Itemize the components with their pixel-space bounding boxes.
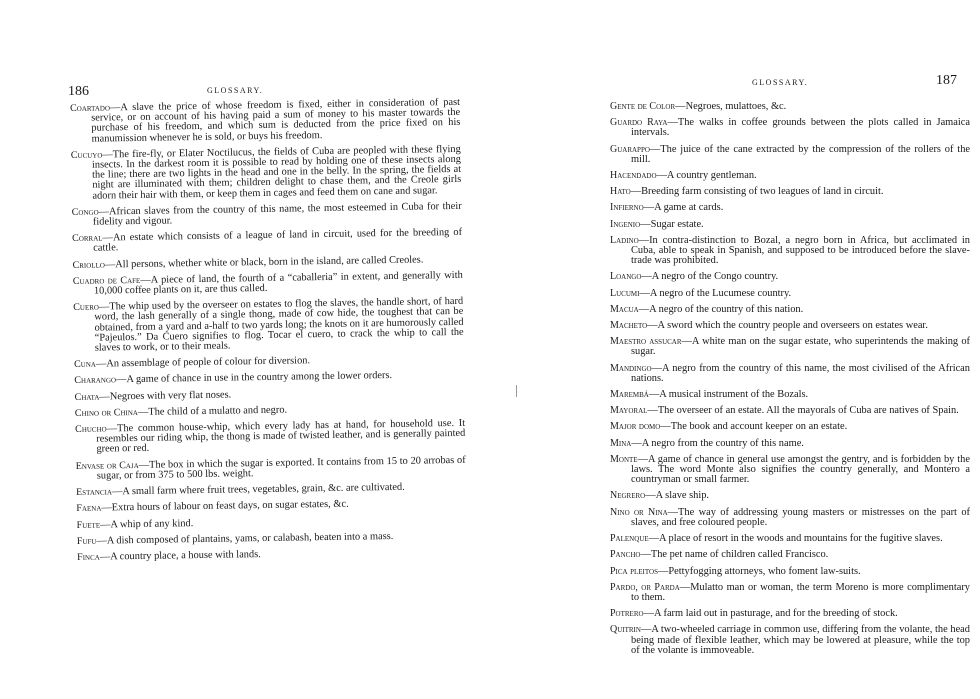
- entry-headword: Pancho: [610, 549, 641, 561]
- entry-headword: Envase or Caja: [75, 459, 139, 472]
- glossary-entry: [76, 498, 466, 514]
- glossary-entry: [610, 289, 970, 299]
- entry-definition: —The way of addressing young masters or mistresses on the part of slaves, and free coloured people.: [631, 506, 970, 528]
- entry-definition: —A negro from the country of this name.: [631, 437, 804, 449]
- glossary-entry: [73, 271, 463, 298]
- left-running-head: GLOSSARY.: [207, 86, 264, 95]
- glossary-entry: [610, 187, 970, 197]
- entry-headword: Corral: [72, 232, 103, 245]
- glossary-entry: [76, 456, 466, 483]
- entry-definition: —The juice of the cane extracted by the compression of the rollers of the mill.: [631, 143, 970, 165]
- entry-headword: Chata: [74, 391, 100, 403]
- entry-headword: Mayoral: [610, 405, 648, 417]
- entry-definition: —An estate which consists of a league of land in circuit, used for the breeding of cattle.: [93, 227, 463, 255]
- entry-headword: Ladino: [610, 234, 639, 246]
- entry-headword: Pica pleitos: [610, 565, 658, 577]
- glossary-entry: [73, 297, 464, 354]
- entry-headword: Monte: [610, 453, 638, 465]
- glossary-entry: [610, 272, 970, 282]
- entry-definition: —A game at cards.: [643, 202, 724, 214]
- glossary-entry: [77, 514, 467, 530]
- entry-definition: —A dish composed of plantains, yams, or calabash, beaten into a mass.: [96, 530, 394, 547]
- glossary-entry: [610, 406, 970, 416]
- glossary-entry: [610, 305, 970, 315]
- entry-headword: Gente de Color: [610, 101, 676, 112]
- left-page-number: 186: [68, 84, 89, 99]
- entry-headword: Charango: [74, 374, 117, 387]
- entry-headword: Fuete: [76, 519, 101, 531]
- entry-definition: —A negro of the Congo country.: [641, 271, 779, 283]
- entry-definition: —Pettyfogging attorneys, who foment law-suits.: [658, 565, 861, 577]
- glossary-entry: [610, 203, 970, 213]
- entry-definition: —The common house-whip, which every lady has at hand, for household use. It resembles our riding whip, the thong is made of twisted leather, and is generally painted green or red.: [96, 417, 466, 456]
- glossary-entry: [610, 145, 970, 165]
- entry-headword: Faena: [76, 502, 102, 515]
- entry-definition: —A game of chance in use in the country among the lower orders.: [115, 370, 393, 386]
- entry-definition: —A negro of the country of this nation.: [638, 303, 804, 315]
- glossary-entry: [610, 491, 970, 501]
- entry-definition: —A whip of any kind.: [99, 517, 194, 531]
- entry-headword: Lucumi: [610, 287, 640, 299]
- entry-definition: —A piece of land, the fourth of a “caballeria” in extent, and generally with 10,000 coffee plants on it, are thus called.: [93, 269, 463, 297]
- entry-headword: Mina: [610, 437, 632, 449]
- entry-headword: Pardo, or Parda: [610, 581, 680, 593]
- entry-definition: —Negroes with very flat noses.: [99, 389, 232, 403]
- entry-definition: —A negro from the country of this name, the most civilised of the African nations.: [631, 362, 970, 384]
- left-glossary-entries: [70, 98, 467, 569]
- entry-headword: Guardo Raya: [610, 117, 668, 129]
- right-page-number: 187: [936, 73, 957, 88]
- entry-headword: Macheto: [610, 320, 648, 332]
- entry-headword: Quitrin: [610, 624, 641, 636]
- entry-headword: Marembá: [610, 389, 649, 401]
- glossary-entry: [610, 567, 970, 577]
- entry-definition: —A small farm where fruit trees, vegetables, grain, &c. are cultivated.: [111, 481, 405, 498]
- glossary-entry: [610, 364, 970, 384]
- entry-headword: Guarappo: [610, 143, 650, 155]
- entry-definition: —Breeding farm consisting of two leagues of land in circuit.: [630, 186, 884, 198]
- glossary-entry: [610, 550, 970, 560]
- glossary-entry: [610, 321, 970, 331]
- glossary-entry: [75, 403, 465, 419]
- entry-headword: Negrero: [610, 490, 646, 502]
- entry-definition: —The overseer of an estate. All the mayorals of Cuba are natives of Spain.: [647, 405, 959, 417]
- glossary-entry: [610, 583, 970, 603]
- entry-headword: Criollo: [72, 259, 105, 271]
- glossary-entry: [610, 220, 970, 230]
- entry-definition: —African slaves from the country of this name, the most esteemed in Cuba for their fidelity and vigour.: [92, 200, 462, 228]
- glossary-entry: [71, 145, 462, 202]
- glossary-entry: [75, 387, 465, 403]
- glossary-entry: [77, 531, 467, 547]
- entry-definition: —A sword which the country people and overseers on estates wear.: [647, 320, 928, 332]
- entry-headword: Ingenio: [610, 218, 641, 230]
- entry-headword: Cuna: [74, 358, 97, 371]
- entry-definition: —In contra-distinction to Bozal, a negro born in Africa, but acclimated in Cuba, able to speak in Spanish, and supposed to be introduced before the slave-trade was prohibited.: [631, 234, 970, 267]
- entry-definition: —The fire-fly, or Elater Noctilucus, the fields of Cuba are peopled with these flying insects. In the darkest room it is possible to read by holding one of these insects along the line; there are two lights in the head and one in the belly. In the spring, the fields at night are illuminated with them; children delight to chase them, and the Creole girls adorn their hair with them, or keep them in cages and feed them on cane and sugar.: [91, 143, 462, 202]
- entry-definition: —A negro of the Lucumese country.: [639, 287, 792, 299]
- glossary-entry: [610, 171, 970, 181]
- glossary-entry: [610, 508, 970, 528]
- glossary-entry: [77, 547, 467, 563]
- entry-definition: —Extra hours of labour on feast days, on sugar estates, &c.: [101, 498, 349, 514]
- right-running-head: GLOSSARY.: [752, 78, 809, 87]
- entry-headword: Mandingo: [610, 362, 652, 374]
- glossary-entry: [74, 370, 464, 386]
- entry-definition: —A white man on the sugar estate, who superintends the making of sugar.: [631, 336, 970, 358]
- entry-headword: Cucuyo: [70, 149, 103, 161]
- glossary-entry: [610, 118, 970, 138]
- entry-definition: —A country place, a house with lands.: [99, 548, 261, 563]
- glossary-entry: [76, 482, 466, 498]
- entry-definition: —Negroes, mulattoes, &c.: [675, 101, 787, 112]
- entry-definition: —Sugar estate.: [640, 218, 704, 230]
- entry-headword: Chino or China: [74, 406, 139, 419]
- entry-definition: —All persons, whether white or black, born in the island, are called Creoles.: [104, 254, 424, 271]
- glossary-entry: [610, 625, 970, 656]
- glossary-entry: [72, 202, 462, 229]
- glossary-entry: [610, 337, 970, 357]
- glossary-entry: [610, 455, 970, 486]
- entry-definition: —Mulatto man or woman, the term Moreno is more complimentary to them.: [631, 581, 970, 603]
- entry-headword: Hacendado: [610, 170, 657, 182]
- glossary-entry: [70, 98, 461, 145]
- entry-definition: —The child of a mulatto and negro.: [137, 404, 288, 418]
- entry-headword: Hato: [610, 186, 631, 198]
- entry-definition: —A slave ship.: [645, 490, 710, 502]
- entry-headword: Maestro assucar: [610, 336, 682, 348]
- entry-definition: —The walks in coffee grounds between the plots called in Jamaica intervals.: [631, 117, 970, 139]
- entry-headword: Finca: [77, 551, 100, 563]
- glossary-entry: [72, 228, 462, 255]
- entry-headword: Fufu: [76, 535, 97, 547]
- glossary-entry: [610, 609, 970, 619]
- entry-headword: Infierno: [610, 202, 644, 214]
- entry-definition: —A farm laid out in pasturage, and for the breeding of stock.: [643, 608, 898, 620]
- entry-headword: Cuero: [73, 301, 100, 314]
- glossary-entry: [74, 354, 464, 370]
- entry-definition: —A country gentleman.: [656, 170, 757, 182]
- entry-definition: —A slave the price of whose freedom is fixed, either in consideration of past service, or on account of his having paid a sum of money to his master towards the purchase of his freedom, and which sum is deducted from the price fixed on his manumission whenever he is sold, or buys his freedom.: [91, 96, 461, 145]
- glossary-entry: [610, 102, 970, 112]
- entry-definition: —A two-wheeled carriage in common use, differing from the volante, the head being made of flexible leather, which may be lowered at pleasure, while the top of the volante is immoveable.: [631, 624, 970, 656]
- glossary-entry: [610, 236, 970, 267]
- entry-definition: —The box in which the sugar is exported. It contains from 15 to 20 arrobas of sugar, or from 375 to 500 lbs. weight.: [96, 454, 466, 482]
- glossary-entry: [610, 534, 970, 544]
- entry-headword: Potrero: [610, 608, 644, 620]
- entry-headword: Macua: [610, 303, 639, 315]
- entry-definition: —A place of resort in the woods and mountains for the fugitive slaves.: [648, 533, 943, 545]
- entry-definition: —A musical instrument of the Bozals.: [648, 389, 809, 401]
- entry-headword: Loango: [610, 271, 642, 283]
- entry-definition: —The pet name of children called Francisco.: [640, 549, 829, 561]
- entry-headword: Chucho: [75, 423, 107, 436]
- entry-headword: Coartado: [69, 102, 111, 114]
- entry-headword: Palenque: [610, 533, 649, 545]
- entry-definition: —An assemblage of people of colour for diversion.: [95, 355, 311, 370]
- glossary-entry: [72, 254, 462, 270]
- entry-definition: —A game of chance in general use amongst the gentry, and is forbidden by the laws. The word Monte also signifies the country generally, and Montero a countryman or small farmer.: [631, 453, 970, 486]
- entry-headword: Cuadro de Cafe: [72, 274, 141, 287]
- entry-definition: —The whip used by the overseer on estates to flog the slaves, the handle short, of hard word, the lash generally of a single thong, made of cow hide, the toughest that can be obtained, from a yard and a-half to two yards long; the knots on it are humorously called “Pajeulos.” Da Cuero signifies to flog. Tocar el cuero, to crack the whip to call the slaves to work, or to their meals.: [94, 296, 464, 354]
- glossary-entry: [75, 419, 465, 456]
- glossary-entry: [610, 422, 970, 432]
- glossary-entry: [610, 390, 970, 400]
- entry-headword: Nino or Nina: [610, 506, 668, 518]
- entry-definition: —The book and account keeper on an estate.: [660, 421, 848, 433]
- glossary-entry: [610, 439, 970, 449]
- entry-headword: Congo: [71, 206, 99, 218]
- entry-headword: Major domo: [610, 421, 661, 433]
- entry-headword: Estancia: [76, 486, 113, 499]
- right-glossary-entries: [610, 102, 970, 662]
